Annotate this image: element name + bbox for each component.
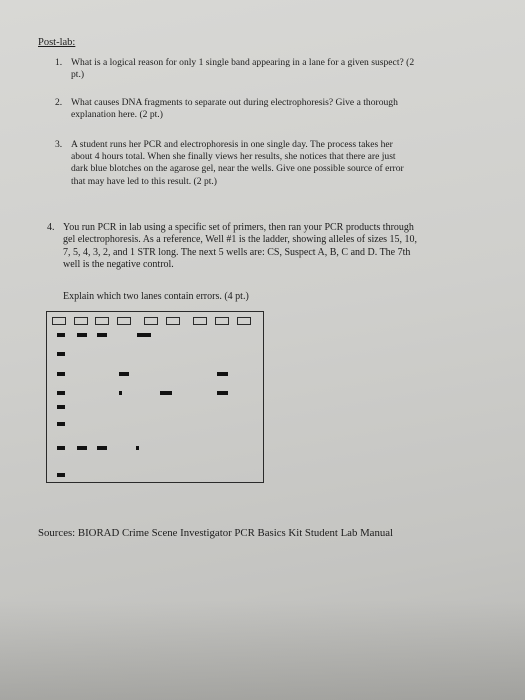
question-line: pt.) <box>71 69 85 81</box>
page-heading: Post-lab: <box>38 37 76 48</box>
gel-band <box>77 333 87 337</box>
gel-band <box>217 372 228 376</box>
question-number: 1. <box>55 57 63 68</box>
explain-prompt: Explain which two lanes contain errors. (4 pt.) <box>63 291 249 302</box>
question-line: What causes DNA fragments to separate out during electrophoresis? Give a thorough <box>71 97 398 108</box>
question-line: What is a logical reason for only 1 single band appearing in a lane for a given suspect? (2 <box>71 57 415 68</box>
gel-band <box>160 391 172 395</box>
ladder-band <box>57 446 65 450</box>
gel-band <box>119 372 129 376</box>
question-line: well is the negative control. <box>63 259 174 271</box>
question-line: A student runs her PCR and electrophoresis in one single day. The process takes her <box>71 139 393 150</box>
gel-well <box>117 317 131 325</box>
gel-band <box>77 446 87 450</box>
question-line: that may have led to this result. (2 pt.) <box>71 175 218 187</box>
gel-band <box>217 391 228 395</box>
gel-well <box>193 317 207 325</box>
gel-band <box>136 446 139 450</box>
question-line: 7, 5, 4, 3, 2, and 1 STR long. The next 5 wells are: CS, Suspect A, B, C and D. The 7th <box>63 246 411 258</box>
question-number: 3. <box>55 139 63 150</box>
gel-well <box>144 317 158 325</box>
gel-well <box>52 317 66 325</box>
ladder-band <box>57 422 65 426</box>
ladder-band <box>57 473 65 477</box>
question-line: dark blue blotches on the agarose gel, near the wells. Give one possible source of error <box>71 163 404 175</box>
question-line: You run PCR in lab using a specific set of primers, then ran your PCR products through <box>63 222 414 233</box>
photo-shadow <box>0 600 525 700</box>
gel-band <box>137 333 151 337</box>
ladder-band <box>57 352 65 356</box>
question-line: about 4 hours total. When she finally views her results, she notices that there are just <box>71 151 396 163</box>
gel-well <box>95 317 109 325</box>
ladder-band <box>57 333 65 337</box>
ladder-band <box>57 372 65 376</box>
ladder-band <box>57 405 65 409</box>
gel-well <box>74 317 88 325</box>
gel-well <box>237 317 251 325</box>
question-line: gel electrophoresis. As a reference, Well #1 is the ladder, showing alleles of sizes 15, 10, <box>63 234 418 246</box>
question-number: 2. <box>55 97 63 108</box>
gel-band <box>97 446 107 450</box>
gel-band <box>97 333 107 337</box>
gel-band <box>119 391 122 395</box>
question-number: 4. <box>47 222 55 233</box>
ladder-band <box>57 391 65 395</box>
gel-well <box>166 317 180 325</box>
gel-well <box>215 317 229 325</box>
sources-citation: Sources: BIORAD Crime Scene Investigator PCR Basics Kit Student Lab Manual <box>38 527 394 539</box>
question-line: explanation here. (2 pt.) <box>71 109 163 121</box>
gel-diagram <box>46 311 264 483</box>
